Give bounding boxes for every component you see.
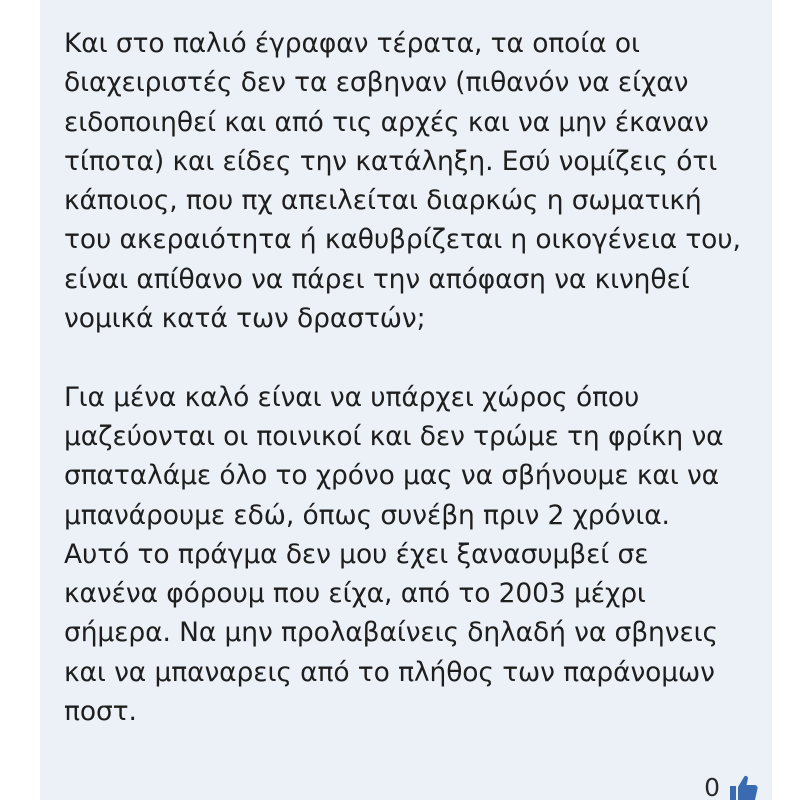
post-paragraph-1: Και στο παλιό έγραφαν τέρατα, τα οποία οι διαχειριστές δεν τα εσβηναν (πιθανόν να είχαν ειδοποιηθεί και από τις αρχές και να μην έκαναν τίποτα) και είδες την κατάληξη. Εσύ νομίζεις ότι κάποιος, που πχ απειλείται διαρκώς η σωματική του ακεραιότητα ή καθυβρίζεται η οικογένεια του, είναι απίθανο να πάρει την απόφαση να κινηθεί νομικά κατά των δραστών; bbox=[64, 28, 741, 335]
post-footer bbox=[704, 768, 760, 800]
like-button[interactable] bbox=[726, 770, 760, 800]
post-paragraph-2: Για μένα καλό είναι να υπάρχει χώρος όπου μαζεύονται οι ποινικοί και δεν τρώμε τη φρίκη να σπαταλάμε όλο το χρόνο μας να σβήνουμε και να μπανάρουμε εδώ, όπως συνέβη πριν 2 χρόνια. Αυτό το πράγμα δεν μου έχει ξανασυμβεί σε κανένα φόρουμ που είχα, από το 2003 μέχρι σήμερα. Να μην προλαβαίνεις δηλαδή να σβηνεις και να μπαναρεις από το πλήθος των παράνομων ποστ. bbox=[64, 381, 724, 728]
like-count: 0 bbox=[704, 773, 720, 800]
post-body bbox=[64, 24, 764, 731]
thumbs-up-icon bbox=[727, 772, 759, 800]
post-card bbox=[40, 0, 772, 800]
